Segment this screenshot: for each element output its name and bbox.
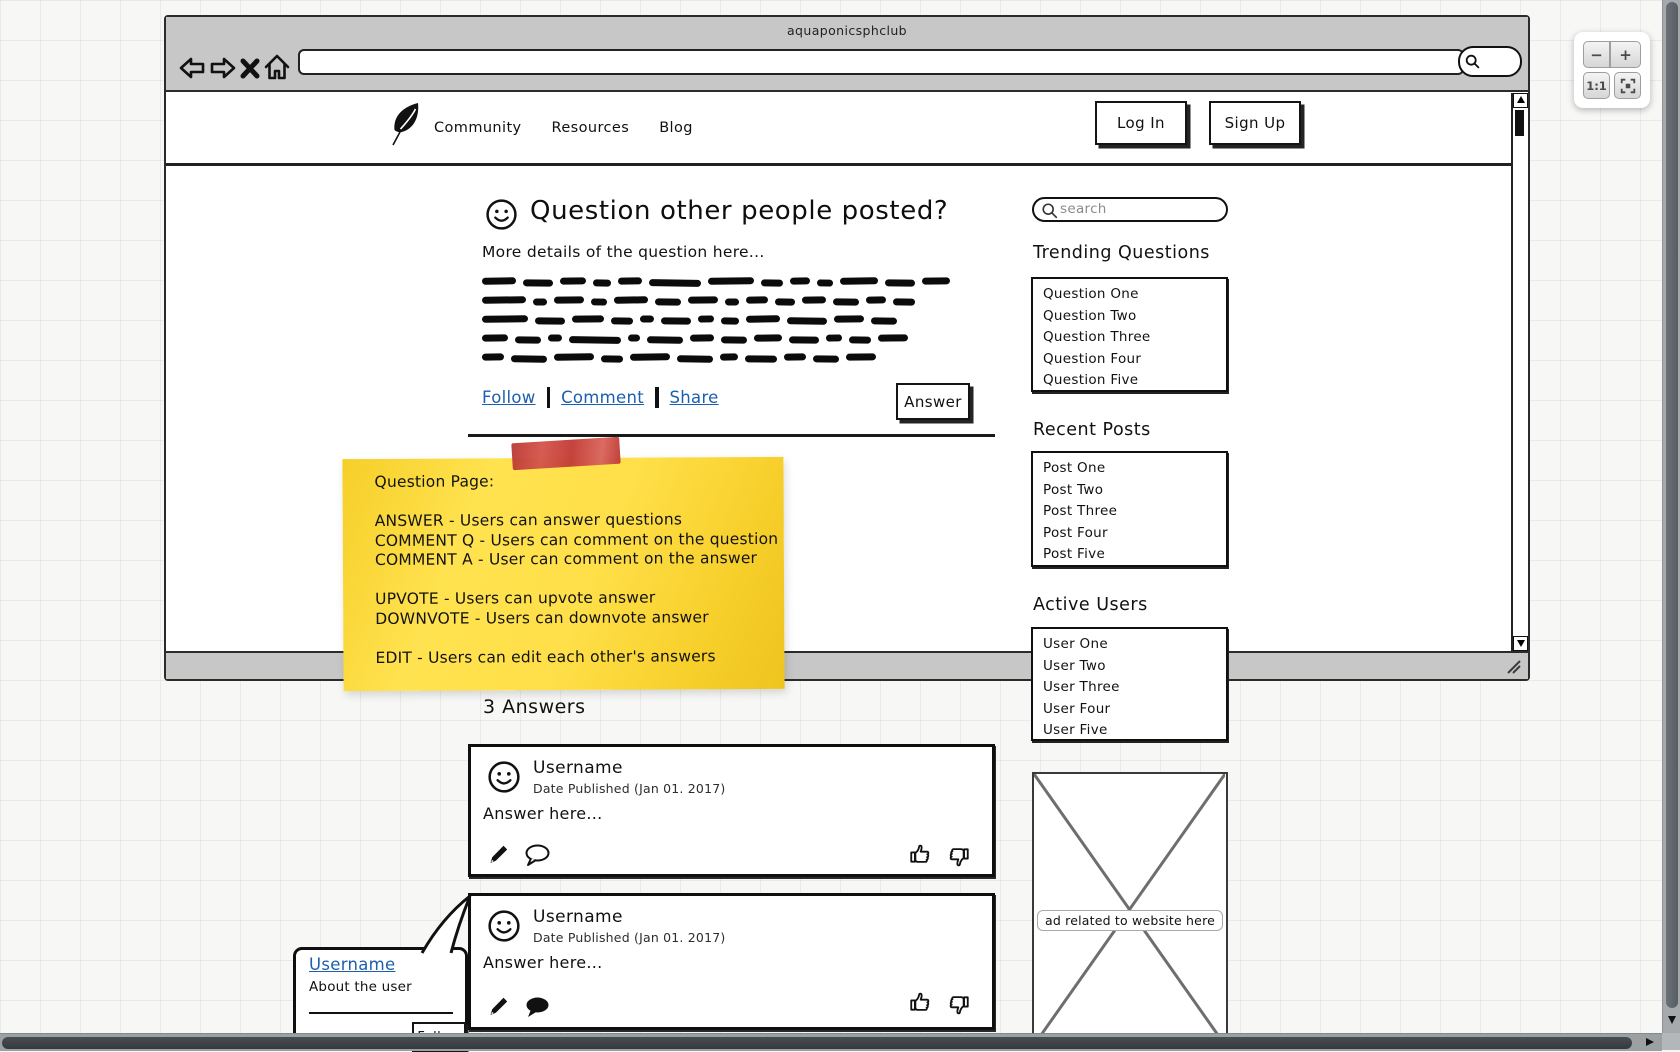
signup-button[interactable]: Sign Up	[1209, 101, 1301, 145]
comment-bubble-filled-icon[interactable]	[523, 996, 551, 1024]
trending-question-item[interactable]: Question Four	[1043, 350, 1142, 367]
home-icon[interactable]	[262, 53, 292, 83]
window-title: aquaponicsphclub	[787, 23, 907, 38]
trending-questions-title: Trending Questions	[1033, 243, 1210, 263]
sticky-note	[342, 457, 784, 691]
window-scrollbar-thumb[interactable]	[1515, 110, 1524, 136]
zoom-fit-button[interactable]	[1614, 72, 1641, 99]
zoom-in-button[interactable]: +	[1610, 41, 1641, 68]
scrollbar-corner	[1662, 1033, 1680, 1050]
vertical-scrollbar-thumb[interactable]	[1666, 2, 1678, 1008]
scribble-line	[482, 348, 972, 367]
scribble-line	[482, 329, 972, 348]
trending-question-item[interactable]: Question Three	[1043, 329, 1151, 346]
recent-posts-title: Recent Posts	[1033, 420, 1151, 440]
scroll-up-arrow[interactable]	[1513, 93, 1528, 108]
sticky-note-line: ANSWER - Users can answer questions	[374, 510, 683, 530]
edit-icon[interactable]	[487, 842, 511, 870]
recent-post-item[interactable]: Post One	[1043, 460, 1106, 476]
answer-card	[468, 744, 995, 877]
active-user-item[interactable]: User Two	[1043, 657, 1106, 674]
sticky-note-line	[375, 490, 774, 512]
share-link[interactable]: Share	[669, 388, 719, 407]
comment-bubble-icon[interactable]	[523, 844, 551, 872]
zoom-out-button[interactable]: −	[1583, 41, 1610, 68]
answer-date: Date Published (Jan 01. 2017)	[533, 930, 726, 945]
answer-button[interactable]: Answer	[896, 383, 970, 420]
nav-link[interactable]: Blog	[659, 119, 693, 136]
popup-tail	[418, 892, 474, 954]
user-avatar-icon	[487, 909, 521, 947]
resize-grip[interactable]	[1502, 657, 1522, 679]
recent-post-item[interactable]: Post Four	[1043, 524, 1108, 541]
zoom-panel	[1574, 32, 1650, 108]
active-user-item[interactable]: User Five	[1043, 722, 1108, 739]
active-user-item[interactable]: User One	[1043, 636, 1108, 652]
forward-icon[interactable]	[208, 53, 238, 83]
sticky-note-line: DOWNVOTE - Users can downvote answer	[375, 607, 709, 628]
thumbs-down-icon[interactable]	[945, 845, 971, 875]
horizontal-scrollbar-thumb[interactable]	[2, 1037, 1632, 1049]
scroll-down-arrow[interactable]	[1668, 1016, 1676, 1024]
trending-question-item[interactable]: Question One	[1043, 286, 1139, 302]
search-icon	[1464, 53, 1482, 71]
follow-link[interactable]: Follow	[482, 388, 536, 407]
recent-post-item[interactable]: Post Five	[1043, 546, 1106, 563]
window-scrollbar[interactable]	[1511, 93, 1528, 651]
recent-post-item[interactable]: Post Two	[1043, 481, 1104, 498]
answer-body: Answer here...	[483, 953, 603, 972]
answer-username[interactable]: Username	[533, 907, 623, 927]
sticky-note-line: UPVOTE - Users can upvote answer	[375, 588, 656, 608]
ad-label: ad related to website here	[1037, 910, 1223, 931]
back-icon[interactable]	[177, 53, 207, 83]
answer-card	[468, 893, 995, 1030]
chrome-search-box[interactable]	[1458, 46, 1522, 77]
separator	[547, 387, 551, 408]
actual-size-button[interactable]: 1:1	[1583, 72, 1610, 99]
app-horizontal-scrollbar[interactable]	[0, 1033, 1662, 1051]
active-users-title: Active Users	[1033, 595, 1148, 615]
site-navbar	[166, 93, 1528, 166]
popup-divider	[309, 1012, 453, 1014]
trending-question-item[interactable]: Question Five	[1043, 372, 1139, 389]
active-user-item[interactable]: User Four	[1043, 700, 1111, 717]
thumbs-down-icon[interactable]	[945, 993, 971, 1023]
search-placeholder: search	[1060, 201, 1107, 217]
sticky-note-line: COMMENT A - User can comment on the answer	[374, 548, 758, 569]
browser-chrome	[166, 17, 1528, 92]
search-icon	[1041, 202, 1059, 220]
sticky-note-text	[374, 471, 779, 668]
nav-links	[434, 93, 693, 163]
question-title: Question other people posted?	[530, 196, 949, 226]
answer-date: Date Published (Jan 01. 2017)	[533, 781, 726, 796]
question-actions	[482, 387, 719, 408]
sticky-note-line: Question Page:	[374, 472, 495, 491]
scribble-line	[482, 310, 972, 329]
recent-posts-list	[1031, 451, 1228, 567]
popup-username-link[interactable]: Username	[309, 955, 396, 974]
sticky-note-line	[375, 568, 774, 590]
trending-question-item[interactable]: Question Two	[1043, 307, 1137, 324]
sticky-note-line: COMMENT Q - Users can comment on the question	[374, 529, 779, 550]
answer-body: Answer here...	[483, 804, 603, 823]
active-users-list	[1031, 627, 1228, 741]
section-divider	[468, 434, 995, 437]
sticky-note-line: EDIT - Users can edit each other's answers	[375, 646, 716, 667]
answer-username[interactable]: Username	[533, 758, 623, 778]
user-avatar-icon	[487, 760, 521, 798]
search-input[interactable]	[1032, 197, 1228, 222]
url-bar[interactable]	[298, 49, 1464, 75]
comment-link[interactable]: Comment	[561, 388, 645, 407]
scribble-line	[482, 291, 972, 310]
active-user-item[interactable]: User Three	[1043, 679, 1120, 696]
stop-icon[interactable]	[238, 53, 260, 83]
scribble-line	[482, 272, 972, 291]
login-button[interactable]: Log In	[1095, 101, 1187, 145]
question-details: More details of the question here...	[482, 243, 765, 261]
answers-count: 3 Answers	[483, 696, 586, 718]
nav-link[interactable]: Resources	[551, 119, 630, 136]
trending-questions-list	[1031, 277, 1228, 392]
thumbs-up-icon[interactable]	[908, 840, 934, 870]
nav-link[interactable]: Community	[434, 119, 522, 136]
app-vertical-scrollbar[interactable]	[1662, 0, 1680, 1033]
placeholder-text-scribble	[482, 272, 972, 367]
thumbs-up-icon[interactable]	[908, 988, 934, 1018]
ad-placeholder	[1032, 772, 1228, 1048]
scroll-right-arrow[interactable]	[1646, 1038, 1654, 1046]
popup-about: About the user	[309, 979, 412, 995]
separator	[655, 387, 659, 408]
scroll-down-arrow[interactable]	[1513, 636, 1528, 651]
sticky-note-line	[375, 627, 774, 649]
recent-post-item[interactable]: Post Three	[1043, 503, 1118, 520]
question-avatar-icon	[485, 198, 518, 235]
leaf-logo-icon[interactable]	[388, 101, 428, 153]
edit-icon[interactable]	[487, 994, 511, 1022]
